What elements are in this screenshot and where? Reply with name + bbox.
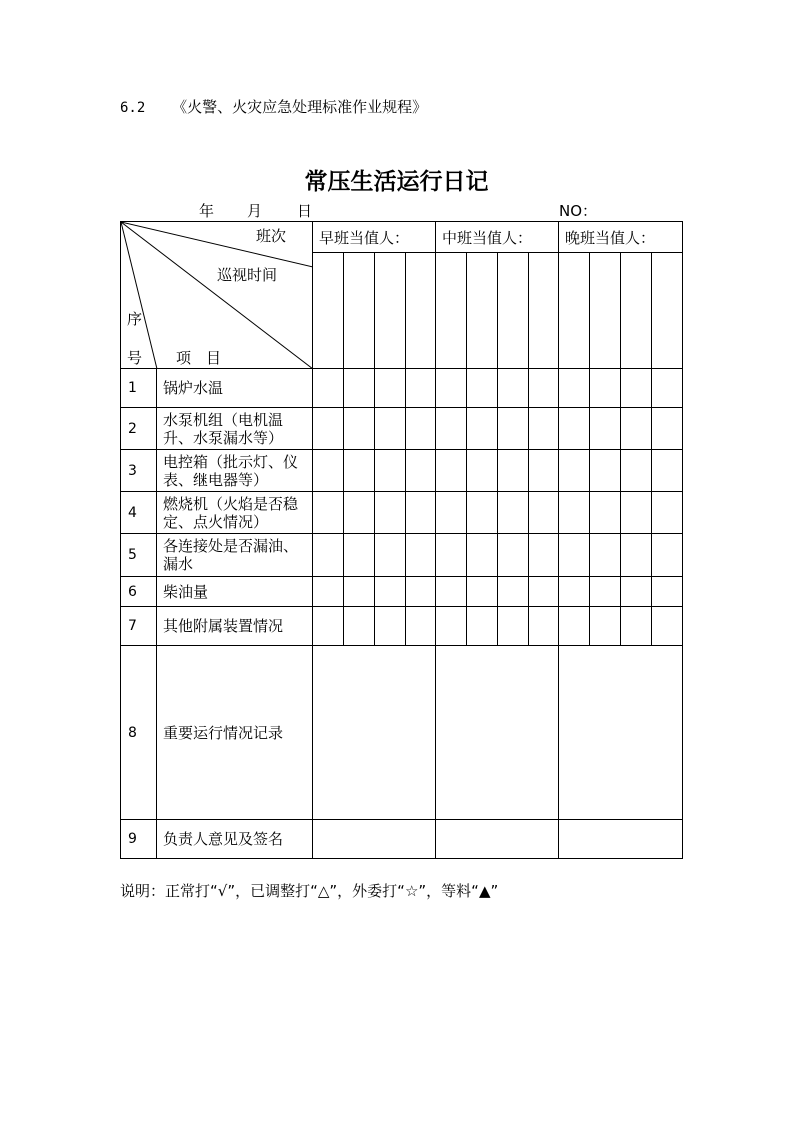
check-cell[interactable] <box>652 369 683 408</box>
row-item: 其他附属装置情况 <box>157 607 313 646</box>
row-seq: 8 <box>121 646 157 820</box>
check-cell[interactable] <box>406 577 436 607</box>
check-cell[interactable] <box>498 534 529 577</box>
check-cell[interactable] <box>344 369 375 408</box>
legend-note: 说明：正常打“√”，已调整打“△”，外委打“☆”，等料“▲” <box>120 882 499 900</box>
check-cell[interactable] <box>652 408 683 450</box>
check-cell[interactable] <box>406 492 436 534</box>
table-row <box>121 577 683 607</box>
check-cell[interactable] <box>590 534 621 577</box>
patrol-cell[interactable] <box>529 253 559 369</box>
table-row <box>121 607 683 646</box>
check-cell[interactable] <box>529 408 559 450</box>
row-item: 柴油量 <box>157 577 313 607</box>
table-row <box>121 369 683 408</box>
night-signature-cell[interactable] <box>559 820 683 859</box>
check-cell[interactable] <box>498 492 529 534</box>
table-row <box>121 534 683 577</box>
check-cell[interactable] <box>467 492 498 534</box>
table-row <box>121 646 683 820</box>
shift-label: 班次 <box>256 227 287 245</box>
patrol-cell[interactable] <box>313 253 344 369</box>
check-cell[interactable] <box>529 577 559 607</box>
row-seq: 3 <box>121 450 157 492</box>
check-cell[interactable] <box>344 607 375 646</box>
check-cell[interactable] <box>406 369 436 408</box>
patrol-cell[interactable] <box>344 253 375 369</box>
check-cell[interactable] <box>590 492 621 534</box>
check-cell[interactable] <box>344 577 375 607</box>
check-cell[interactable] <box>559 492 590 534</box>
check-cell[interactable] <box>590 577 621 607</box>
check-cell[interactable] <box>652 534 683 577</box>
patrol-cell[interactable] <box>436 253 467 369</box>
item-label: 项 目 <box>176 349 222 367</box>
check-cell[interactable] <box>406 450 436 492</box>
check-cell[interactable] <box>621 408 652 450</box>
check-cell[interactable] <box>467 450 498 492</box>
check-cell[interactable] <box>467 408 498 450</box>
section-title: 《火警、火灾应急处理标准作业规程》 <box>172 98 428 116</box>
check-cell[interactable] <box>375 577 406 607</box>
patrol-cell[interactable] <box>559 253 590 369</box>
check-cell[interactable] <box>621 534 652 577</box>
check-cell[interactable] <box>652 450 683 492</box>
check-cell[interactable] <box>313 534 344 577</box>
check-cell[interactable] <box>436 534 467 577</box>
date-year-label: 年 <box>199 202 215 220</box>
check-cell[interactable] <box>559 534 590 577</box>
check-cell[interactable] <box>467 607 498 646</box>
morning-record-cell[interactable] <box>313 646 436 820</box>
row-item: 电控箱（批示灯、仪表、继电器等） <box>157 450 313 492</box>
check-cell[interactable] <box>590 369 621 408</box>
seq-label-top: 序 <box>127 310 143 328</box>
check-cell[interactable] <box>344 492 375 534</box>
check-cell[interactable] <box>559 450 590 492</box>
night-shift-header: 晚班当值人： <box>559 222 683 253</box>
row-item: 燃烧机（火焰是否稳定、点火情况） <box>157 492 313 534</box>
check-cell[interactable] <box>652 577 683 607</box>
check-cell[interactable] <box>375 534 406 577</box>
check-cell[interactable] <box>529 450 559 492</box>
check-cell[interactable] <box>313 408 344 450</box>
date-day-label: 日 <box>297 202 313 220</box>
row-item: 负责人意见及签名 <box>157 820 313 859</box>
patrol-time-label: 巡视时间 <box>217 266 278 284</box>
check-cell[interactable] <box>406 408 436 450</box>
check-cell[interactable] <box>529 534 559 577</box>
row-item: 各连接处是否漏油、漏水 <box>157 534 313 577</box>
check-cell[interactable] <box>375 408 406 450</box>
row-seq: 6 <box>121 577 157 607</box>
check-cell[interactable] <box>498 607 529 646</box>
check-cell[interactable] <box>313 450 344 492</box>
check-cell[interactable] <box>436 408 467 450</box>
check-cell[interactable] <box>467 369 498 408</box>
check-cell[interactable] <box>652 607 683 646</box>
check-cell[interactable] <box>313 577 344 607</box>
check-cell[interactable] <box>344 450 375 492</box>
night-record-cell[interactable] <box>559 646 683 820</box>
check-cell[interactable] <box>621 450 652 492</box>
check-cell[interactable] <box>313 369 344 408</box>
seq-label-bottom: 号 <box>127 349 143 367</box>
check-cell[interactable] <box>498 577 529 607</box>
check-cell[interactable] <box>375 369 406 408</box>
row-seq: 1 <box>121 369 157 408</box>
row-item: 重要运行情况记录 <box>157 646 313 820</box>
check-cell[interactable] <box>590 408 621 450</box>
check-cell[interactable] <box>559 577 590 607</box>
morning-signature-cell[interactable] <box>313 820 436 859</box>
check-cell[interactable] <box>406 607 436 646</box>
check-cell[interactable] <box>559 607 590 646</box>
check-cell[interactable] <box>498 369 529 408</box>
document-title: 常压生活运行日记 <box>304 168 489 195</box>
row-seq: 4 <box>121 492 157 534</box>
check-cell[interactable] <box>621 369 652 408</box>
operation-log-table <box>120 221 683 859</box>
check-cell[interactable] <box>652 492 683 534</box>
check-cell[interactable] <box>498 408 529 450</box>
row-item: 水泵机组（电机温升、水泵漏水等） <box>157 408 313 450</box>
record-number-label: NO： <box>559 202 598 220</box>
check-cell[interactable] <box>436 369 467 408</box>
check-cell[interactable] <box>436 492 467 534</box>
check-cell[interactable] <box>621 492 652 534</box>
patrol-cell[interactable] <box>467 253 498 369</box>
check-cell[interactable] <box>436 577 467 607</box>
table-row <box>121 408 683 450</box>
patrol-cell[interactable] <box>621 253 652 369</box>
patrol-cell[interactable] <box>652 253 683 369</box>
check-cell[interactable] <box>498 450 529 492</box>
check-cell[interactable] <box>375 492 406 534</box>
check-cell[interactable] <box>313 492 344 534</box>
patrol-cell[interactable] <box>375 253 406 369</box>
check-cell[interactable] <box>436 450 467 492</box>
row-seq: 7 <box>121 607 157 646</box>
date-month-label: 月 <box>247 202 263 220</box>
check-cell[interactable] <box>375 607 406 646</box>
row-item: 锅炉水温 <box>157 369 313 408</box>
check-cell[interactable] <box>344 408 375 450</box>
check-cell[interactable] <box>467 534 498 577</box>
row-seq: 2 <box>121 408 157 450</box>
check-cell[interactable] <box>621 577 652 607</box>
check-cell[interactable] <box>529 369 559 408</box>
diagonal-header-cell <box>121 222 313 369</box>
check-cell[interactable] <box>344 534 375 577</box>
morning-shift-header: 早班当值人： <box>313 222 436 253</box>
check-cell[interactable] <box>436 607 467 646</box>
table-row <box>121 450 683 492</box>
middle-signature-cell[interactable] <box>436 820 559 859</box>
check-cell[interactable] <box>467 577 498 607</box>
check-cell[interactable] <box>559 408 590 450</box>
table-row <box>121 820 683 859</box>
row-seq: 9 <box>121 820 157 859</box>
check-cell[interactable] <box>313 607 344 646</box>
check-cell[interactable] <box>529 492 559 534</box>
check-cell[interactable] <box>529 607 559 646</box>
check-cell[interactable] <box>590 450 621 492</box>
patrol-cell[interactable] <box>406 253 436 369</box>
section-heading <box>120 96 427 117</box>
middle-shift-header: 中班当值人： <box>436 222 559 253</box>
check-cell[interactable] <box>559 369 590 408</box>
table-row <box>121 492 683 534</box>
check-cell[interactable] <box>621 607 652 646</box>
check-cell[interactable] <box>590 607 621 646</box>
row-seq: 5 <box>121 534 157 577</box>
patrol-cell[interactable] <box>590 253 621 369</box>
check-cell[interactable] <box>375 450 406 492</box>
patrol-cell[interactable] <box>498 253 529 369</box>
section-number: 6.2 <box>120 100 146 116</box>
middle-record-cell[interactable] <box>436 646 559 820</box>
check-cell[interactable] <box>406 534 436 577</box>
